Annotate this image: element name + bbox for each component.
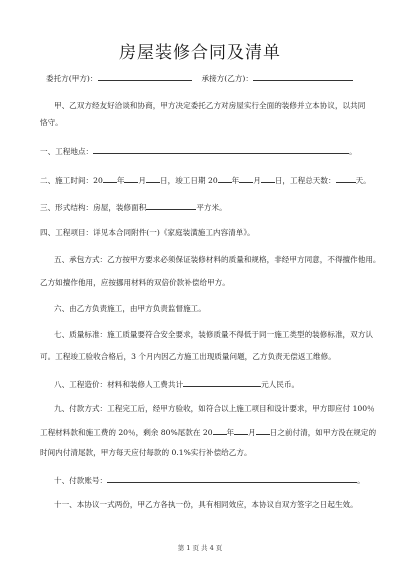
clause-2 (40, 174, 370, 186)
clause-11: 十一、本协议一式两份，甲乙方各执一份，具有相同效应，本协议自双方签字之日起生效。 (54, 500, 358, 509)
clause-4: 四、工程项目：详见本合同附件(一)《家庭装潢施工内容清单》。 (40, 228, 255, 237)
end-day-unit: 日，工程总天数： (274, 176, 336, 185)
party-b-blank (253, 72, 353, 81)
clause-7-line-1: 七、质量标准：施工质量要符合安全要求，装修质量不得低于同一施工类型的装修标准，双方认 (54, 330, 373, 339)
party-b-label: 承接方(乙方)： (201, 74, 253, 83)
clause-9-line-2a: 工程材料款和施工费的 20％，剩余 80%尾款在 20 (40, 428, 213, 437)
party-a-blank (98, 72, 192, 81)
area-unit: 平方米。 (196, 203, 227, 212)
clause-3 (40, 201, 370, 213)
total-days-unit: 天。 (355, 176, 371, 185)
clause-7-line-2: 可。工程竣工验收合格后，3 个月内因乙方施工出现质量问题，乙方负责无偿返工维修。 (40, 352, 336, 361)
clause-3-label: 三、形式结构：房屋，装修面积 (40, 203, 147, 212)
start-day-blank (146, 174, 160, 183)
clause-9-line-1: 九、付款方式：工程完工后，经甲方验收，如符合以上施工项目和设计要求，甲方即应付 100％ (54, 404, 375, 413)
end-month-unit: 月 (253, 176, 261, 185)
parties-line (46, 72, 376, 84)
document-title: 房屋装修合同及清单 (119, 43, 281, 63)
clause-5-line-2: 乙方如擅作他用，应按挪用材料的双倍价款补偿给甲方。 (40, 278, 230, 287)
balance-day-unit: 日之前付清，如甲方没在规定的 (269, 428, 377, 437)
account-blank (107, 474, 357, 483)
clause-10-end: 。 (357, 476, 365, 485)
clause-10-label: 十、付款账号： (54, 476, 108, 485)
clause-1-end: 。 (349, 147, 357, 156)
cost-unit: 元人民币。 (261, 380, 300, 389)
clause-1-label: 一、工程地点： (40, 147, 94, 156)
clause-6: 六、由乙方负责施工，由甲方负责监督施工。 (54, 304, 206, 313)
clause-2-label: 二、施工时间：20 (40, 176, 103, 185)
start-day-unit: 日，竣工日期 20 (160, 176, 218, 185)
total-days-blank (336, 174, 356, 183)
balance-day-blank (256, 426, 270, 435)
balance-year-unit: 年 (226, 428, 235, 437)
cost-blank (183, 378, 261, 387)
start-month-blank (124, 174, 138, 183)
clause-9-line-3: 时间内付清尾款，甲方每天应付每款的 0.1%实行补偿给乙方。 (40, 448, 252, 457)
end-year-blank (218, 174, 232, 183)
start-year-blank (103, 174, 117, 183)
balance-month-blank (234, 426, 248, 435)
balance-month-unit: 月 (248, 428, 256, 437)
location-blank (93, 145, 349, 154)
clause-1 (40, 145, 370, 157)
end-month-blank (239, 174, 253, 183)
start-month-unit: 月 (138, 176, 147, 185)
clause-8-label: 八、工程造价：材料和装修人工费共计 (54, 380, 184, 389)
page-number: 第 1 页 共 4 页 (177, 544, 223, 552)
start-year-unit: 年 (116, 176, 125, 185)
clause-8 (54, 378, 384, 390)
area-blank (146, 201, 196, 210)
preamble: 甲、乙双方经友好洽谈和协商，甲方决定委托乙方对房屋实行全面的装修并立本协议，以共同恪守。 (40, 101, 366, 127)
clause-10 (54, 474, 384, 486)
clause-9-line-2 (40, 426, 377, 438)
balance-year-blank (213, 426, 227, 435)
party-a-label: 委托方(甲方)： (46, 74, 98, 83)
end-day-blank (261, 174, 275, 183)
end-year-unit: 年 (231, 176, 240, 185)
clause-5-line-1: 五、承包方式：乙方按甲方要求必须保证装修材料的质量和规格，非经甲方同意，不得擅作他用。 (54, 255, 381, 264)
